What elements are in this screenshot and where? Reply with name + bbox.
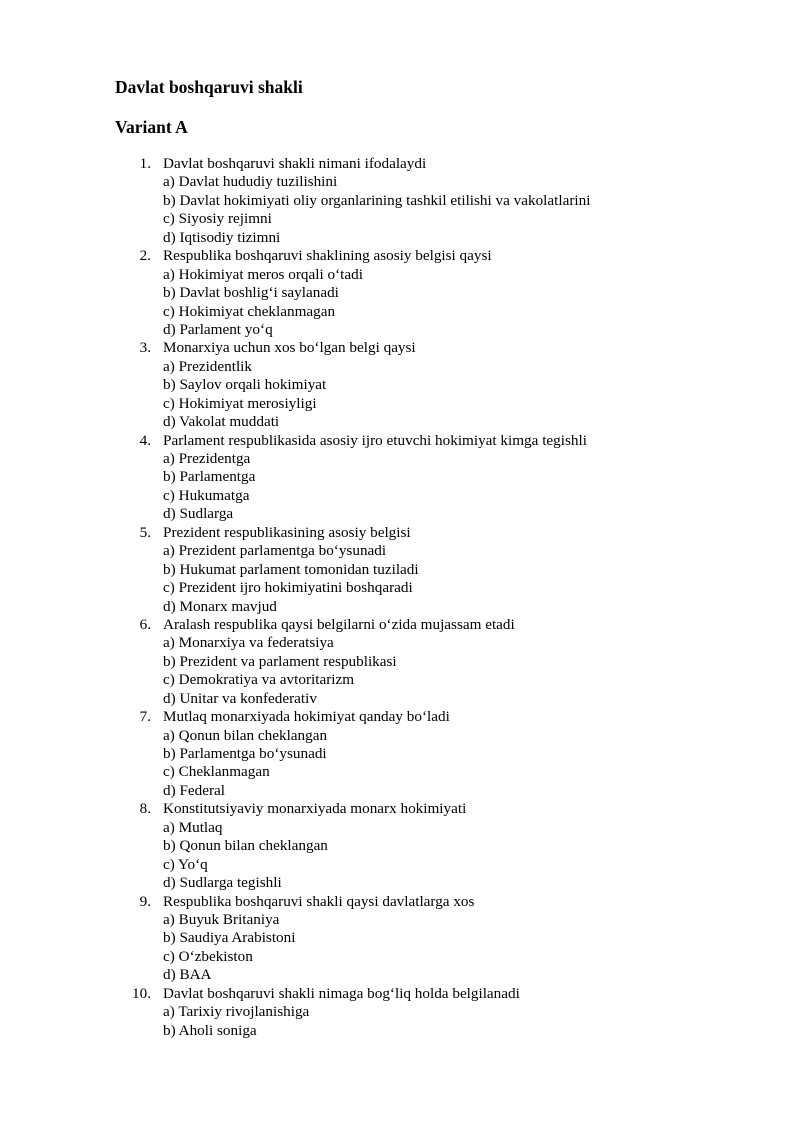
answer-option-line <box>0 598 800 616</box>
answer-option-line <box>0 376 800 394</box>
answer-option: d) Sudlarga tegishli <box>163 874 282 892</box>
question-item <box>0 616 800 708</box>
question-line <box>0 985 800 1003</box>
answer-option-line <box>0 911 800 929</box>
question-item <box>0 432 800 524</box>
question-number: 8. <box>139 800 151 818</box>
question-item <box>0 708 800 800</box>
answer-option: c) Hokimiyat merosiyligi <box>163 394 317 412</box>
answer-option-line <box>0 874 800 892</box>
question-text: Respublika boshqaruvi shakli qaysi davlatlarga xos <box>163 892 475 910</box>
question-number: 7. <box>139 708 151 726</box>
answer-option-line <box>0 671 800 689</box>
question-item <box>0 800 800 892</box>
question-line <box>0 155 800 173</box>
answer-option-line <box>0 358 800 376</box>
question-number: 6. <box>139 615 151 633</box>
answer-option-line <box>0 321 800 339</box>
answer-option: a) Qonun bilan cheklangan <box>163 726 328 744</box>
answer-option-line <box>0 837 800 855</box>
answer-option-line <box>0 948 800 966</box>
answer-option: b) Saudiya Arabistoni <box>163 929 296 947</box>
question-number: 2. <box>139 247 151 265</box>
answer-option: a) Hokimiyat meros orqali o‘tadi <box>163 265 363 283</box>
answer-option-line <box>0 229 800 247</box>
answer-option: b) Aholi soniga <box>163 1021 257 1039</box>
answer-option: c) Siyosiy rejimni <box>163 210 272 228</box>
question-text: Prezident respublikasining asosiy belgisi <box>163 523 411 541</box>
question-item <box>0 893 800 985</box>
answer-option-line <box>0 450 800 468</box>
question-item <box>0 339 800 431</box>
answer-option: c) Demokratiya va avtoritarizm <box>163 671 355 689</box>
question-text: Monarxiya uchun xos bo‘lgan belgi qaysi <box>163 339 416 357</box>
variant-heading: Variant A <box>115 117 188 137</box>
question-item <box>0 247 800 339</box>
answer-option: b) Parlamentga <box>163 468 256 486</box>
answer-option-line <box>0 763 800 781</box>
answer-option: c) Prezident ijro hokimiyatini boshqaradi <box>163 579 413 597</box>
answer-option: b) Hukumat parlament tomonidan tuziladi <box>163 560 419 578</box>
answer-option: d) Monarx mavjud <box>163 597 277 615</box>
answer-option-line <box>0 284 800 302</box>
question-text: Parlament respublikasida asosiy ijro etuvchi hokimiyat kimga tegishli <box>163 431 587 449</box>
answer-option-line <box>0 579 800 597</box>
question-number: 9. <box>139 892 151 910</box>
answer-option: b) Parlamentga bo‘ysunadi <box>163 745 327 762</box>
answer-option: a) Tarixiy rivojlanishiga <box>163 1003 310 1021</box>
document-title: Davlat boshqaruvi shakli <box>115 77 303 97</box>
question-text: Konstitutsiyaviy monarxiyada monarx hokimiyati <box>163 800 467 818</box>
answer-option: a) Prezidentga <box>163 450 251 467</box>
answer-option-line <box>0 634 800 652</box>
question-item <box>0 524 800 616</box>
answer-option-line <box>0 966 800 984</box>
question-number: 5. <box>139 523 151 541</box>
question-number: 1. <box>139 155 151 172</box>
answer-option: b) Davlat boshlig‘i saylanadi <box>163 284 339 302</box>
answer-option-line <box>0 395 800 413</box>
question-text: Respublika boshqaruvi shaklining asosiy belgisi qaysi <box>163 247 492 265</box>
answer-option-line <box>0 303 800 321</box>
answer-option-line <box>0 1022 800 1040</box>
question-line <box>0 616 800 634</box>
question-item <box>0 155 800 247</box>
answer-option: a) Monarxiya va federatsiya <box>163 634 334 652</box>
answer-option: d) Iqtisodiy tizimni <box>163 228 281 246</box>
question-line <box>0 432 800 450</box>
answer-option-line <box>0 819 800 837</box>
answer-option-line <box>0 542 800 560</box>
answer-option-line <box>0 856 800 874</box>
answer-option: a) Buyuk Britaniya <box>163 910 280 928</box>
answer-option-line <box>0 727 800 745</box>
answer-option: a) Prezidentlik <box>163 357 252 375</box>
question-text: Mutlaq monarxiyada hokimiyat qanday bo‘ladi <box>163 708 450 726</box>
answer-option-line <box>0 173 800 191</box>
question-text: Davlat boshqaruvi shakli nimaga bog‘liq holda belgilanadi <box>163 984 520 1002</box>
answer-option: d) BAA <box>163 966 212 984</box>
answer-option-line <box>0 413 800 431</box>
answer-option: d) Sudlarga <box>163 505 234 523</box>
answer-option-line <box>0 782 800 800</box>
answer-option: b) Davlat hokimiyati oliy organlarining tashkil etilishi va vakolatlarini <box>163 191 591 209</box>
answer-option-line <box>0 653 800 671</box>
question-number: 3. <box>139 339 151 357</box>
answer-option: c) Cheklanmagan <box>163 763 270 781</box>
answer-option-line <box>0 468 800 486</box>
question-line <box>0 893 800 911</box>
answer-option: a) Mutlaq <box>163 818 223 836</box>
answer-option: b) Prezident va parlament respublikasi <box>163 652 397 670</box>
answer-option-line <box>0 561 800 579</box>
answer-option-line <box>0 690 800 708</box>
answer-option-line <box>0 487 800 505</box>
answer-option: a) Prezident parlamentga bo‘ysunadi <box>163 542 387 560</box>
answer-option: c) Yo‘q <box>163 855 208 873</box>
answer-option: a) Davlat hududiy tuzilishini <box>163 173 338 191</box>
answer-option: c) Hukumatga <box>163 486 250 504</box>
answer-option-line <box>0 210 800 228</box>
question-number: 4. <box>139 431 151 449</box>
answer-option: d) Federal <box>163 781 225 799</box>
question-item <box>0 985 800 1040</box>
answer-option: c) O‘zbekiston <box>163 947 253 965</box>
question-text: Aralash respublika qaysi belgilarni o‘zida mujassam etadi <box>163 615 515 633</box>
question-line <box>0 247 800 265</box>
question-number: 10. <box>132 984 151 1002</box>
question-list <box>0 155 800 1040</box>
question-line <box>0 339 800 357</box>
answer-option-line <box>0 1003 800 1021</box>
answer-option: d) Unitar va konfederativ <box>163 689 317 707</box>
answer-option-line <box>0 505 800 523</box>
question-line <box>0 800 800 818</box>
answer-option: b) Qonun bilan cheklangan <box>163 837 328 855</box>
answer-option: d) Parlament yo‘q <box>163 320 273 338</box>
answer-option: b) Saylov orqali hokimiyat <box>163 376 327 394</box>
question-text: Davlat boshqaruvi shakli nimani ifodalaydi <box>163 155 427 172</box>
answer-option-line <box>0 266 800 284</box>
answer-option-line <box>0 745 800 763</box>
answer-option-line <box>0 192 800 210</box>
question-line <box>0 524 800 542</box>
answer-option-line <box>0 929 800 947</box>
answer-option: d) Vakolat muddati <box>163 413 280 431</box>
answer-option: c) Hokimiyat cheklanmagan <box>163 302 336 320</box>
question-line <box>0 708 800 726</box>
